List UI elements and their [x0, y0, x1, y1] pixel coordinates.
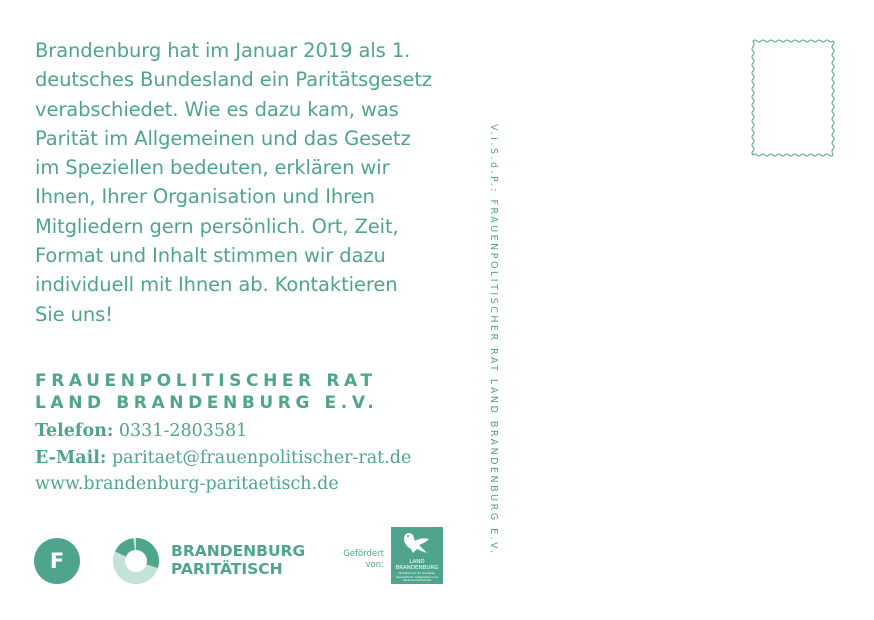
phone-row [35, 418, 411, 445]
stamp-box [751, 39, 835, 157]
campaign-wordmark [171, 542, 305, 578]
campaign-line2: PARITÄTISCH [171, 560, 283, 578]
website-link[interactable]: www.brandenburg-paritaetisch.de [35, 474, 339, 494]
imprint-vertical: V.i.S.d.P.: FRAUENPOLITISCHER RAT LAND BRANDENBURG E.V. [488, 124, 499, 556]
email-label: E-Mail: [35, 447, 107, 468]
sponsor-label-line1: Gefördert [343, 549, 384, 559]
intro-line: Parität im Allgemeinen und das Gesetz [35, 126, 411, 150]
intro-line: Sie uns! [35, 302, 113, 326]
land-line1: LAND [409, 559, 425, 565]
organization-name-line1: FRAUENPOLITISCHER RAT [35, 371, 377, 391]
organization-name [35, 370, 378, 414]
contact-block [35, 418, 411, 498]
intro-paragraph [35, 36, 475, 329]
f-letter: F [49, 549, 65, 573]
phone-label: Telefon: [35, 421, 114, 441]
eagle-icon [391, 527, 443, 559]
intro-line: individuell mit Ihnen ab. Kontaktieren [35, 273, 398, 297]
land-brandenburg-logo [391, 527, 443, 584]
sponsor-label-line2: von: [365, 560, 384, 570]
email-row [35, 445, 411, 472]
organization-name-line2: LAND BRANDENBURG E.V. [35, 393, 379, 413]
sponsor-label [330, 549, 384, 571]
intro-line: Mitgliedern gern persönlich. Ort, Zeit, [35, 214, 399, 238]
brandenburg-paritaetisch-ring-icon [112, 537, 160, 585]
intro-line: deutsches Bundesland ein Paritätsgesetz [35, 68, 433, 92]
phone-value[interactable]: 0331-2803581 [118, 421, 248, 441]
land-line2: BRANDENBURG [395, 565, 439, 571]
intro-line: Format und Inhalt stimmen wir dazu [35, 244, 386, 268]
land-ministry: Ministerium für Soziales, Gesundheit, Integration und Verbraucherschutz [395, 571, 439, 583]
frauenpolitischer-rat-logo [34, 538, 80, 584]
intro-line: im Speziellen bedeuten, erklären wir [35, 156, 390, 180]
intro-line: Ihnen, Ihrer Organisation und Ihren [35, 185, 375, 209]
intro-line: verabschiedet. Wie es dazu kam, was [35, 97, 399, 121]
intro-line: Brandenburg hat im Januar 2019 als 1. [35, 39, 411, 62]
campaign-line1: BRANDENBURG [171, 542, 306, 560]
email-link[interactable]: paritaet@frauenpolitischer-rat.de [111, 447, 412, 468]
